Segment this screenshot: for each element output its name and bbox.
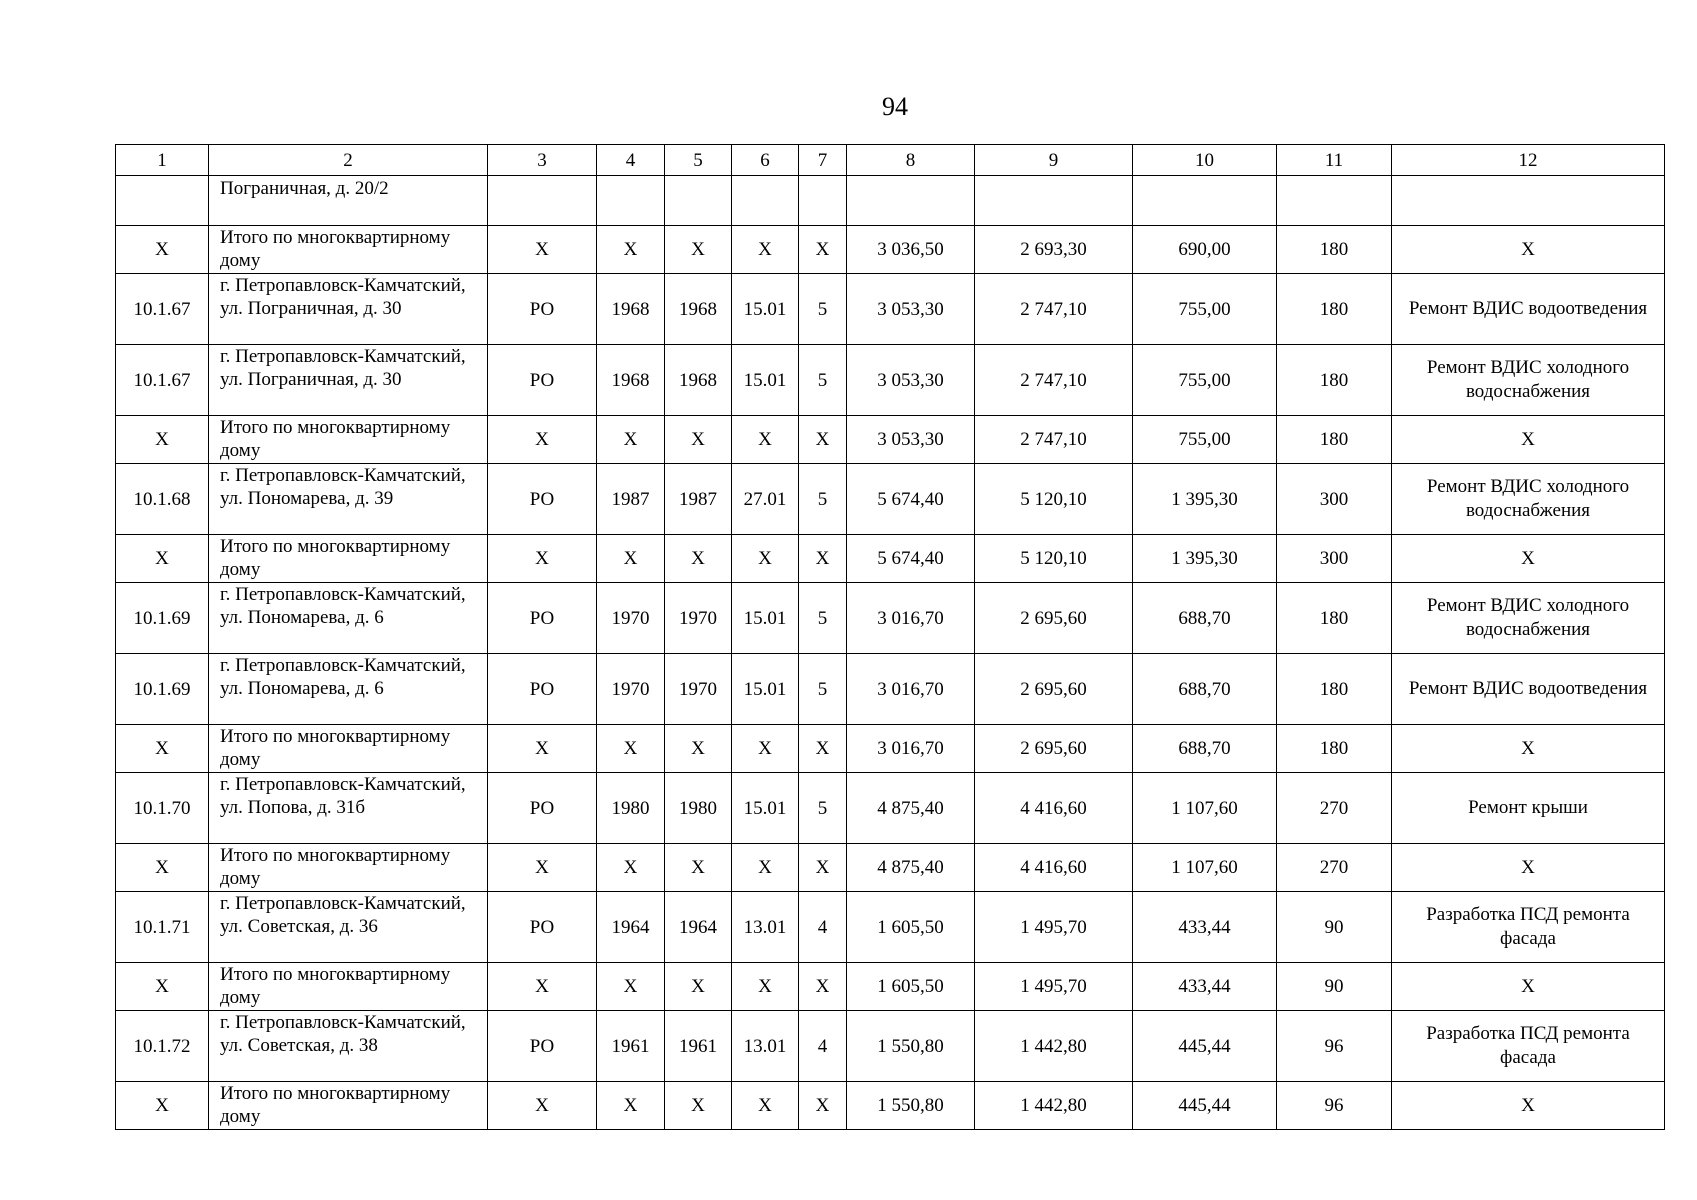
year-built-cell: 1970 xyxy=(597,654,665,725)
work-code-cell: 13.01 xyxy=(732,1011,799,1082)
floors-cell: 5 xyxy=(799,654,847,725)
address-cell: Итого по многоквартирному дому xyxy=(209,1082,488,1130)
term-cell: 180 xyxy=(1277,226,1392,274)
owner-type-cell: РО xyxy=(488,773,597,844)
work-type-cell: Х xyxy=(1392,416,1665,464)
year-built-cell: Х xyxy=(597,725,665,773)
owner-type-cell: РО xyxy=(488,1011,597,1082)
year-commissioned-cell xyxy=(665,176,732,226)
cost-cell: 1 395,30 xyxy=(1133,464,1277,535)
residential-area-cell: 1 442,80 xyxy=(975,1082,1133,1130)
table-row xyxy=(116,345,1665,416)
cost-cell: 688,70 xyxy=(1133,654,1277,725)
address-cell: г. Петропавловск-Камчатский, ул. Пономарева, д. 39 xyxy=(209,464,488,535)
row-number-cell: 10.1.71 xyxy=(116,892,209,963)
term-cell: 270 xyxy=(1277,773,1392,844)
term-cell: 180 xyxy=(1277,345,1392,416)
year-built-cell: Х xyxy=(597,416,665,464)
total-row xyxy=(116,226,1665,274)
cost-cell: 445,44 xyxy=(1133,1011,1277,1082)
year-built-cell: 1961 xyxy=(597,1011,665,1082)
owner-type-cell: Х xyxy=(488,535,597,583)
floors-cell: 4 xyxy=(799,1011,847,1082)
total-area-cell xyxy=(847,176,975,226)
work-type-cell: Ремонт ВДИС водоотведения xyxy=(1392,274,1665,345)
owner-type-cell: РО xyxy=(488,892,597,963)
capital-repair-table xyxy=(115,144,1665,1130)
owner-type-cell: Х xyxy=(488,1082,597,1130)
year-built-cell: 1980 xyxy=(597,773,665,844)
address-cell: Итого по многоквартирному дому xyxy=(209,963,488,1011)
total-area-cell: 5 674,40 xyxy=(847,464,975,535)
work-type-cell: Ремонт ВДИС холодного водоснабжения xyxy=(1392,345,1665,416)
total-area-cell: 3 053,30 xyxy=(847,345,975,416)
residential-area-cell: 2 695,60 xyxy=(975,654,1133,725)
year-commissioned-cell: 1970 xyxy=(665,654,732,725)
address-cell: г. Петропавловск-Камчатский, ул. Пограничная, д. 30 xyxy=(209,345,488,416)
work-type-cell: Х xyxy=(1392,963,1665,1011)
total-row xyxy=(116,416,1665,464)
address-cell: г. Петропавловск-Камчатский, ул. Попова, д. 31б xyxy=(209,773,488,844)
term-cell: 180 xyxy=(1277,725,1392,773)
year-built-cell: 1964 xyxy=(597,892,665,963)
work-type-cell: Х xyxy=(1392,535,1665,583)
term-cell: 300 xyxy=(1277,464,1392,535)
residential-area-cell: 2 747,10 xyxy=(975,345,1133,416)
row-number-cell: 10.1.67 xyxy=(116,345,209,416)
residential-area-cell: 2 693,30 xyxy=(975,226,1133,274)
floors-cell xyxy=(799,176,847,226)
residential-area-cell: 5 120,10 xyxy=(975,535,1133,583)
address-cell: г. Петропавловск-Камчатский, ул. Пономарева, д. 6 xyxy=(209,583,488,654)
cost-cell xyxy=(1133,176,1277,226)
work-type-cell: Ремонт ВДИС водоотведения xyxy=(1392,654,1665,725)
work-code-cell: 15.01 xyxy=(732,583,799,654)
table-row xyxy=(116,583,1665,654)
work-type-cell xyxy=(1392,176,1665,226)
address-cell: Итого по многоквартирному дому xyxy=(209,416,488,464)
residential-area-cell: 4 416,60 xyxy=(975,773,1133,844)
work-code-cell: 15.01 xyxy=(732,654,799,725)
table-row xyxy=(116,892,1665,963)
continuation-row xyxy=(116,176,1665,226)
table-row xyxy=(116,1011,1665,1082)
address-cell: г. Петропавловск-Камчатский, ул. Советская, д. 38 xyxy=(209,1011,488,1082)
floors-cell: Х xyxy=(799,844,847,892)
row-number-cell: 10.1.70 xyxy=(116,773,209,844)
year-commissioned-cell: Х xyxy=(665,535,732,583)
column-header: 6 xyxy=(732,145,799,176)
total-area-cell: 3 016,70 xyxy=(847,725,975,773)
total-area-cell: 1 550,80 xyxy=(847,1082,975,1130)
year-built-cell: Х xyxy=(597,1082,665,1130)
year-built-cell: 1968 xyxy=(597,274,665,345)
year-commissioned-cell: 1961 xyxy=(665,1011,732,1082)
year-commissioned-cell: 1968 xyxy=(665,345,732,416)
owner-type-cell: РО xyxy=(488,464,597,535)
row-number-cell: Х xyxy=(116,844,209,892)
year-commissioned-cell: 1970 xyxy=(665,583,732,654)
column-header: 9 xyxy=(975,145,1133,176)
row-number-cell: Х xyxy=(116,226,209,274)
address-cell: г. Петропавловск-Камчатский, ул. Советская, д. 36 xyxy=(209,892,488,963)
row-number-cell: 10.1.69 xyxy=(116,583,209,654)
work-code-cell: 13.01 xyxy=(732,892,799,963)
work-type-cell: Х xyxy=(1392,844,1665,892)
work-type-cell: Х xyxy=(1392,1082,1665,1130)
total-area-cell: 3 053,30 xyxy=(847,416,975,464)
work-code-cell: Х xyxy=(732,725,799,773)
total-area-cell: 5 674,40 xyxy=(847,535,975,583)
address-cell: Итого по многоквартирному дому xyxy=(209,535,488,583)
column-header: 4 xyxy=(597,145,665,176)
table-row xyxy=(116,654,1665,725)
row-number-cell: Х xyxy=(116,1082,209,1130)
residential-area-cell: 2 695,60 xyxy=(975,583,1133,654)
table-row xyxy=(116,464,1665,535)
term-cell: 90 xyxy=(1277,963,1392,1011)
total-area-cell: 3 016,70 xyxy=(847,583,975,654)
row-number-cell: Х xyxy=(116,725,209,773)
owner-type-cell: Х xyxy=(488,416,597,464)
term-cell: 180 xyxy=(1277,416,1392,464)
term-cell: 270 xyxy=(1277,844,1392,892)
total-area-cell: 3 036,50 xyxy=(847,226,975,274)
year-commissioned-cell: 1964 xyxy=(665,892,732,963)
residential-area-cell: 2 695,60 xyxy=(975,725,1133,773)
year-commissioned-cell: 1987 xyxy=(665,464,732,535)
total-area-cell: 1 550,80 xyxy=(847,1011,975,1082)
owner-type-cell xyxy=(488,176,597,226)
work-code-cell: Х xyxy=(732,226,799,274)
work-code-cell: Х xyxy=(732,416,799,464)
owner-type-cell: РО xyxy=(488,274,597,345)
work-type-cell: Ремонт крыши xyxy=(1392,773,1665,844)
floors-cell: Х xyxy=(799,1082,847,1130)
work-code-cell: 27.01 xyxy=(732,464,799,535)
total-row xyxy=(116,1082,1665,1130)
column-header: 11 xyxy=(1277,145,1392,176)
table-row xyxy=(116,773,1665,844)
row-number-cell: Х xyxy=(116,963,209,1011)
work-code-cell: Х xyxy=(732,844,799,892)
work-type-cell: Ремонт ВДИС холодного водоснабжения xyxy=(1392,583,1665,654)
year-built-cell: Х xyxy=(597,844,665,892)
cost-cell: 690,00 xyxy=(1133,226,1277,274)
work-code-cell: Х xyxy=(732,1082,799,1130)
work-type-cell: Разработка ПСД ремонта фасада xyxy=(1392,1011,1665,1082)
cost-cell: 1 107,60 xyxy=(1133,844,1277,892)
floors-cell: Х xyxy=(799,416,847,464)
owner-type-cell: Х xyxy=(488,963,597,1011)
column-header: 2 xyxy=(209,145,488,176)
work-code-cell: 15.01 xyxy=(732,773,799,844)
residential-area-cell: 2 747,10 xyxy=(975,274,1133,345)
address-cell: г. Петропавловск-Камчатский, ул. Пономарева, д. 6 xyxy=(209,654,488,725)
floors-cell: 5 xyxy=(799,274,847,345)
column-header: 3 xyxy=(488,145,597,176)
residential-area-cell: 4 416,60 xyxy=(975,844,1133,892)
floors-cell: 5 xyxy=(799,773,847,844)
row-number-cell: 10.1.67 xyxy=(116,274,209,345)
year-commissioned-cell: Х xyxy=(665,416,732,464)
cost-cell: 755,00 xyxy=(1133,416,1277,464)
work-type-cell: Х xyxy=(1392,725,1665,773)
cost-cell: 1 395,30 xyxy=(1133,535,1277,583)
work-code-cell: Х xyxy=(732,535,799,583)
floors-cell: 5 xyxy=(799,583,847,654)
cost-cell: 688,70 xyxy=(1133,725,1277,773)
residential-area-cell: 1 442,80 xyxy=(975,1011,1133,1082)
total-area-cell: 3 053,30 xyxy=(847,274,975,345)
year-commissioned-cell: Х xyxy=(665,226,732,274)
total-area-cell: 4 875,40 xyxy=(847,844,975,892)
residential-area-cell xyxy=(975,176,1133,226)
cost-cell: 433,44 xyxy=(1133,963,1277,1011)
owner-type-cell: РО xyxy=(488,583,597,654)
year-built-cell: Х xyxy=(597,963,665,1011)
address-cell: Итого по многоквартирному дому xyxy=(209,226,488,274)
year-commissioned-cell: 1980 xyxy=(665,773,732,844)
address-cell: Итого по многоквартирному дому xyxy=(209,725,488,773)
total-area-cell: 1 605,50 xyxy=(847,963,975,1011)
total-area-cell: 4 875,40 xyxy=(847,773,975,844)
owner-type-cell: РО xyxy=(488,345,597,416)
term-cell: 96 xyxy=(1277,1011,1392,1082)
row-number-cell: 10.1.72 xyxy=(116,1011,209,1082)
floors-cell: Х xyxy=(799,725,847,773)
year-built-cell: 1970 xyxy=(597,583,665,654)
table-row xyxy=(116,274,1665,345)
year-commissioned-cell: 1968 xyxy=(665,274,732,345)
cost-cell: 433,44 xyxy=(1133,892,1277,963)
floors-cell: 4 xyxy=(799,892,847,963)
floors-cell: Х xyxy=(799,226,847,274)
year-commissioned-cell: Х xyxy=(665,725,732,773)
table-body xyxy=(116,145,1665,1130)
owner-type-cell: Х xyxy=(488,226,597,274)
column-header: 8 xyxy=(847,145,975,176)
term-cell: 96 xyxy=(1277,1082,1392,1130)
owner-type-cell: Х xyxy=(488,844,597,892)
residential-area-cell: 5 120,10 xyxy=(975,464,1133,535)
cost-cell: 755,00 xyxy=(1133,345,1277,416)
work-code-cell: 15.01 xyxy=(732,274,799,345)
term-cell: 180 xyxy=(1277,654,1392,725)
address-cell: Итого по многоквартирному дому xyxy=(209,844,488,892)
year-commissioned-cell: Х xyxy=(665,963,732,1011)
cost-cell: 755,00 xyxy=(1133,274,1277,345)
work-code-cell: 15.01 xyxy=(732,345,799,416)
year-built-cell xyxy=(597,176,665,226)
residential-area-cell: 1 495,70 xyxy=(975,963,1133,1011)
work-code-cell xyxy=(732,176,799,226)
owner-type-cell: Х xyxy=(488,725,597,773)
cost-cell: 1 107,60 xyxy=(1133,773,1277,844)
owner-type-cell: РО xyxy=(488,654,597,725)
row-number-cell xyxy=(116,176,209,226)
year-built-cell: Х xyxy=(597,226,665,274)
address-cell: г. Петропавловск-Камчатский, ул. Пограничная, д. 30 xyxy=(209,274,488,345)
work-type-cell: Ремонт ВДИС холодного водоснабжения xyxy=(1392,464,1665,535)
year-built-cell: Х xyxy=(597,535,665,583)
column-header: 1 xyxy=(116,145,209,176)
cost-cell: 445,44 xyxy=(1133,1082,1277,1130)
floors-cell: Х xyxy=(799,535,847,583)
residential-area-cell: 2 747,10 xyxy=(975,416,1133,464)
year-commissioned-cell: Х xyxy=(665,844,732,892)
term-cell: 180 xyxy=(1277,274,1392,345)
work-type-cell: Х xyxy=(1392,226,1665,274)
total-row xyxy=(116,725,1665,773)
year-built-cell: 1968 xyxy=(597,345,665,416)
term-cell: 180 xyxy=(1277,583,1392,654)
column-header: 12 xyxy=(1392,145,1665,176)
year-built-cell: 1987 xyxy=(597,464,665,535)
total-area-cell: 3 016,70 xyxy=(847,654,975,725)
column-header: 5 xyxy=(665,145,732,176)
total-area-cell: 1 605,50 xyxy=(847,892,975,963)
header-row xyxy=(116,145,1665,176)
floors-cell: 5 xyxy=(799,345,847,416)
column-header: 10 xyxy=(1133,145,1277,176)
total-row xyxy=(116,844,1665,892)
row-number-cell: Х xyxy=(116,416,209,464)
residential-area-cell: 1 495,70 xyxy=(975,892,1133,963)
row-number-cell: Х xyxy=(116,535,209,583)
cost-cell: 688,70 xyxy=(1133,583,1277,654)
address-cell: Пограничная, д. 20/2 xyxy=(209,176,488,226)
row-number-cell: 10.1.69 xyxy=(116,654,209,725)
floors-cell: 5 xyxy=(799,464,847,535)
floors-cell: Х xyxy=(799,963,847,1011)
page-number: 94 xyxy=(882,92,908,121)
year-commissioned-cell: Х xyxy=(665,1082,732,1130)
term-cell: 300 xyxy=(1277,535,1392,583)
total-row xyxy=(116,535,1665,583)
total-row xyxy=(116,963,1665,1011)
work-type-cell: Разработка ПСД ремонта фасада xyxy=(1392,892,1665,963)
term-cell: 90 xyxy=(1277,892,1392,963)
work-code-cell: Х xyxy=(732,963,799,1011)
column-header: 7 xyxy=(799,145,847,176)
row-number-cell: 10.1.68 xyxy=(116,464,209,535)
term-cell xyxy=(1277,176,1392,226)
